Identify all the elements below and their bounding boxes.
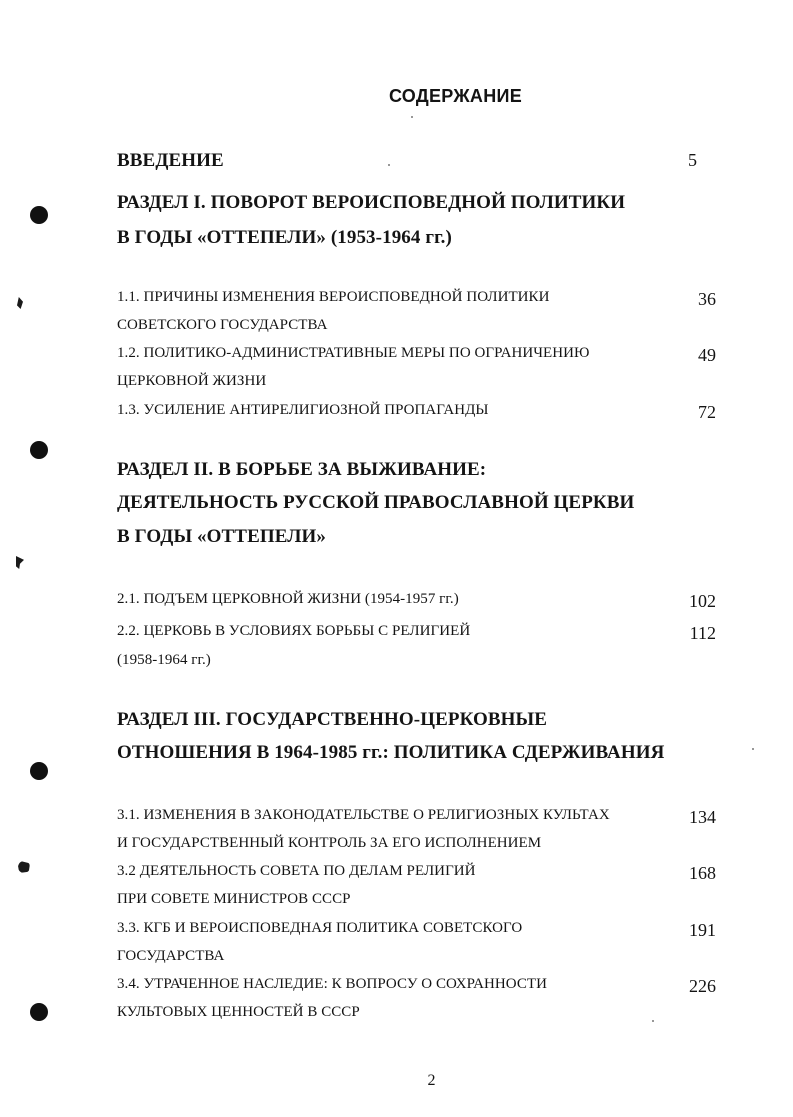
toc-entry-line: (1958-1964 гг.) xyxy=(117,652,211,668)
punch-hole-icon xyxy=(30,441,48,459)
toc-entry-line: СОВЕТСКОГО ГОСУДАРСТВА xyxy=(117,317,328,333)
toc-entry-line: 2.2. ЦЕРКОВЬ В УСЛОВИЯХ БОРЬБЫ С РЕЛИГИЕЙ xyxy=(117,623,471,639)
toc-entry-line: ГОСУДАРСТВА xyxy=(117,948,225,964)
toc-entry-page: 168 xyxy=(689,863,716,883)
toc-entry-line: ПРИ СОВЕТЕ МИНИСТРОВ СССР xyxy=(117,891,351,907)
toc-entry-page: 112 xyxy=(689,623,716,643)
toc-entry-line: 1.1. ПРИЧИНЫ ИЗМЕНЕНИЯ ВЕРОИСПОВЕДНОЙ ПОЛИТИКИ xyxy=(117,289,550,305)
introduction-page: 5 xyxy=(688,150,697,170)
section-heading-line: РАЗДЕЛ III. ГОСУДАРСТВЕННО-ЦЕРКОВНЫЕ xyxy=(117,709,548,730)
toc-entry-page: 191 xyxy=(689,920,716,940)
binder-mark-icon xyxy=(18,861,30,873)
punch-hole-icon xyxy=(30,1003,48,1021)
toc-entry-page: 72 xyxy=(698,402,716,422)
section-heading-line: ОТНОШЕНИЯ В 1964-1985 гг.: ПОЛИТИКА СДЕРЖИВАНИЯ xyxy=(117,742,665,763)
toc-entry-line: 1.2. ПОЛИТИКО-АДМИНИСТРАТИВНЫЕ МЕРЫ ПО ОГРАНИЧЕНИЮ xyxy=(117,345,590,361)
scan-speck xyxy=(752,748,754,750)
section-heading-line: ДЕЯТЕЛЬНОСТЬ РУССКОЙ ПРАВОСЛАВНОЙ ЦЕРКВИ xyxy=(117,492,635,513)
toc-entry-page: 134 xyxy=(689,807,716,827)
toc-entry-page: 102 xyxy=(689,591,716,611)
toc-entry-line: ЦЕРКОВНОЙ ЖИЗНИ xyxy=(117,373,267,389)
toc-entry-line: 1.3. УСИЛЕНИЕ АНТИРЕЛИГИОЗНОЙ ПРОПАГАНДЫ xyxy=(117,402,489,418)
toc-entry-line: 3.1. ИЗМЕНЕНИЯ В ЗАКОНОДАТЕЛЬСТВЕ О РЕЛИГИОЗНЫХ КУЛЬТАХ xyxy=(117,807,610,823)
punch-hole-icon xyxy=(30,206,48,224)
toc-entry-page: 36 xyxy=(698,289,716,309)
scan-speck xyxy=(652,1020,654,1022)
toc-entry-line: 2.1. ПОДЪЕМ ЦЕРКОВНОЙ ЖИЗНИ (1954-1957 гг.) xyxy=(117,591,459,607)
introduction-label: ВВЕДЕНИЕ xyxy=(117,150,224,171)
toc-entry-line: И ГОСУДАРСТВЕННЫЙ КОНТРОЛЬ ЗА ЕГО ИСПОЛНЕНИЕМ xyxy=(117,835,542,851)
toc-entry-line: 3.2 ДЕЯТЕЛЬНОСТЬ СОВЕТА ПО ДЕЛАМ РЕЛИГИЙ xyxy=(117,863,476,879)
page-title: СОДЕРЖАНИЕ xyxy=(388,86,523,106)
binder-mark-icon xyxy=(16,556,24,569)
toc-entry-line: 3.3. КГБ И ВЕРОИСПОВЕДНАЯ ПОЛИТИКА СОВЕТСКОГО xyxy=(117,920,523,936)
page-number: 2 xyxy=(427,1072,436,1089)
scan-speck xyxy=(388,164,390,166)
toc-entry-page: 49 xyxy=(698,345,716,365)
section-heading-line: В ГОДЫ «ОТТЕПЕЛИ» (1953-1964 гг.) xyxy=(117,227,452,248)
section-heading-line: В ГОДЫ «ОТТЕПЕЛИ» xyxy=(117,526,326,547)
toc-entry-line: КУЛЬТОВЫХ ЦЕННОСТЕЙ В СССР xyxy=(117,1004,360,1020)
binder-mark-icon xyxy=(17,297,23,309)
section-heading-line: РАЗДЕЛ II. В БОРЬБЕ ЗА ВЫЖИВАНИЕ: xyxy=(117,459,487,480)
toc-entry-page: 226 xyxy=(689,976,716,996)
section-heading-line: РАЗДЕЛ I. ПОВОРОТ ВЕРОИСПОВЕДНОЙ ПОЛИТИКИ xyxy=(117,192,626,213)
toc-entry-line: 3.4. УТРАЧЕННОЕ НАСЛЕДИЕ: К ВОПРОСУ О СОХРАННОСТИ xyxy=(117,976,547,992)
punch-hole-icon xyxy=(30,762,48,780)
scan-speck xyxy=(411,116,413,118)
